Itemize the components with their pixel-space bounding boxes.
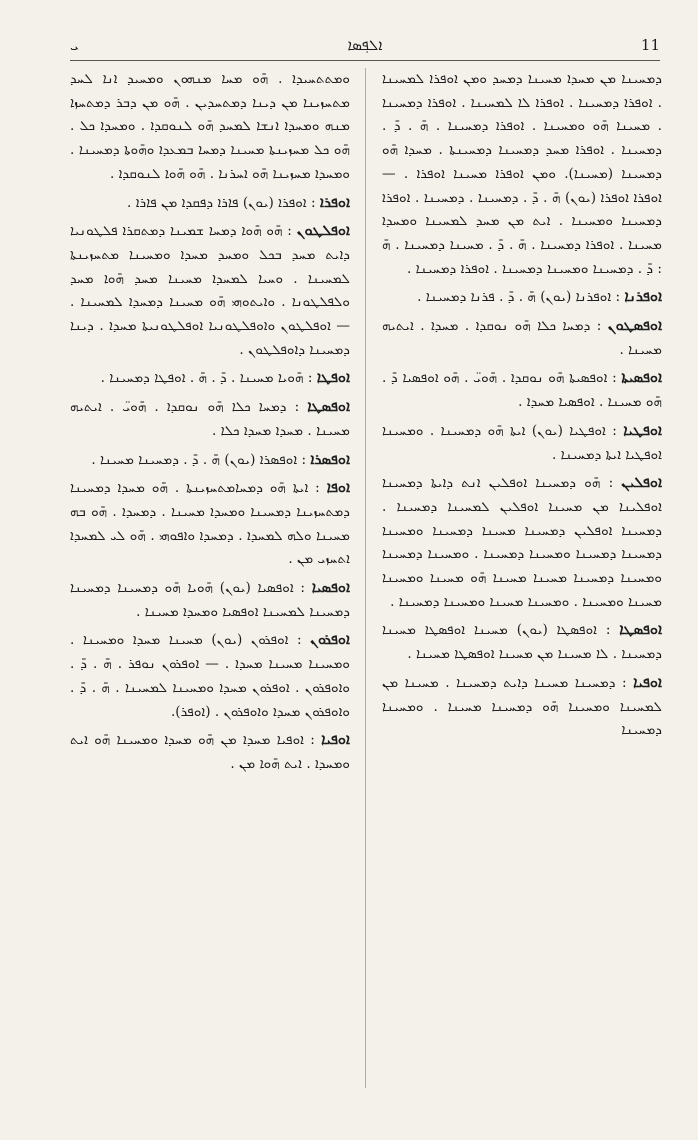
entry-text: ܗ̄ܘ ܗ̄ܘܐ ܕܡܚܐ ܫܡܝܢܐ ܕܡܬܩܪܐ ܦܠܛܘܢܝܐ ܕܐܝܬ ܡܚܕ ܒܟܠ ܘܡܚܕ ܡܚܕܐ ܘܡܚܝܢܐ ܡܬܚܙܝܢܬܐ ܠܡܚܝܢܐ . ܘܚܝܐ ܠܡܚܕܐ ܡܚܝܢܐ ܡܚܕ ܗ̄ܘܐ ܡܚܕ ܘܠܦܠܛܘܢܐ . ܘܐܝܬܘܗܝ ܗ̄ܘ ܡܚܝܢܐ ܕܡܚܕܐ ܠܡܚܝܢܐ . — ܐܘܦܠܛܘܢ ܘܐܘܦܠܛܘܢܝܐ ܐܘܦܠܛܘܢܝܬܐ ܡܚܕܐ . ܕܝܢܐ ܕܡܚܝܢܐ ܕܐܘܦܠܛܘܢ .: [70, 223, 350, 358]
dictionary-entry: ܐܘܦܠܛܘܢ : ܗ̄ܘ ܗ̄ܘܐ ܕܡܚܐ ܫܡܝܢܐ ܕܡܬܩܪܐ ܦܠܛܘܢܝܐ ܕܐܝܬ ܡܚܕ ܒܟܠ ܘܡܚܕ ܡܚܕܐ ܘܡܚܝܢܐ ܡܬܚܙܝܢܬܐ ܠܡܚܝܢܐ . ܘܚܝܐ ܠܡܚܕܐ ܡܚܝܢܐ ܡܚܕ ܗ̄ܘܐ ܡܚܕ ܘܠܦܠܛܘܢܐ . ܘܐܝܬܘܗܝ ܗ̄ܘ ܡܚܝܢܐ ܕܡܚܕܐ ܠܡܚܝܢܐ . — ܐܘܦܠܛܘܢ ܘܐܘܦܠܛܘܢܝܐ ܐܘܦܠܛܘܢܝܬܐ ܡܚܕܐ . ܕܝܢܐ ܕܡܚܝܢܐ ܕܐܘܦܠܛܘܢ .: [70, 222, 350, 358]
page-number-right: 11: [640, 36, 660, 54]
left-column: [70, 68, 350, 1108]
dictionary-entry: ܐܘܦܣܛܐ : ܐܘܦܣܛܐ (ܝܘܢ) ܡܚܝܢܐ ܐܘܦܣܛܐ ܡܚܝܢܐ ܕܡܚܝܢܐ . ܠܐ ܡܚܝܢܐ ܡܢ ܡܚܝܢܐ ܐܘܦܣܛܐ ܡܚܝܢܐ .: [382, 621, 662, 663]
dictionary-entry: ܐܘܦܝܐ : ܕܡܚܝܢܐ ܡܚܝܢܐ ܕܐܝܬ ܕܡܚܝܢܐ . ܡܚܝܢܐ ܡܢ ܠܡܚܝܢܐ ܘܡܚܝܢܐ ܗ̄ܘ ܕܡܚܝܢܐ ܡܚܝܢܐ . ܘܡܚܝܢܐ ܕܡܚܝܢܐ: [382, 673, 662, 739]
dictionary-entry: ܐܘܦܛܝܐ : ܐܘܦܛܝܐ (ܝܘܢ) ܐܝܬܐ ܗ̄ܘ ܕܡܚܝܢܐ . ܘܡܚܝܢܐ ܐܘܦܛܝܐ ܐܝܬܐ ܕܡܚܝܢܐ .: [382, 421, 662, 463]
entry-text: ܕܡܚܐ ܟܠܐ ܗ̄ܘ ܢܘܩܕܐ . ܡܚܕܐ . ܐܝܬܝܗ ܡܚܝܢܐ .: [382, 318, 662, 358]
page-number-left: ܝ: [70, 36, 79, 54]
entry-text: ܕܡܚܐ ܟܠܐ ܗ̄ܘ ܢܘܩܕܐ . ܗ̄ܘܝ̈ . ܐܝܬܝܗ ܡܚܝܢܐ . ܡܚܕܐ ܡܚܕܐ ܟܠܐ .: [70, 399, 350, 439]
dictionary-entry: ܐܘܦܣܝܐ : ܐܘܦܣܝܐ (ܝܘܢ) ܗ̄ܘܝܐ ܗ̄ܘ ܕܡܚܝܢܐ ܕܡܚܝܢܐ ܕܡܚܝܢܐ ܠܡܚܝܢܐ ܐܘܦܣܝܐ ܘܡܚܕܐ ܡܚܝܢܐ .: [70, 579, 350, 620]
column-divider: [365, 68, 366, 1088]
entry-headword: ܐܘܦܣܝܐ: [311, 579, 350, 597]
entry-headword: ܐܘܦܣܛܐ: [619, 621, 662, 639]
entry-headword: ܐܘܦܠܛܘܢ: [296, 222, 350, 240]
entry-headword: ܐܘܦܛܝܐ: [623, 421, 662, 439]
entry-text: ܗ̄ܘ ܕܡܚܝܢܐ ܐܘܦܠܝܢ ܐܢܬ ܕܐܝܬܐ ܕܡܚܝܢܐ ܐܘܦܠܝܢܐ ܡܢ ܡܚܝܢܐ ܐܘܦܠܝܢ ܠܡܚܝܢܐ ܕܡܚܝܢܐ . ܕܡܚܝܢܐ ܐܘܦܠܝܢ ܕܡܚܝܢܐ ܡܚܝܢܐ ܕܡܚܝܢܐ ܘܡܚܝܢܐ ܕܡܚܝܢܐ ܕܡܚܝܢܐ ܘܡܚܝܢܐ ܕܡܚܝܢܐ . ܘܡܚܝܢܐ ܕܡܚܝܢܐ ܘܡܚܝܢܐ ܕܡܚܝܢܐ ܡܚܝܢܐ ܡܚܝܢܐ ܗ̄ܘ ܡܚܝܢܐ ܘܡܚܝܢܐ ܡܚܝܢܐ ܘܡܚܝܢܐ . ܘܡܚܝܢܐ ܡܚܝܢܐ ܘܡܚܝܢܐ ܕܡܚܝܢܐ .: [382, 475, 662, 610]
entry-headword: ܐܘܦܛܐ: [316, 369, 350, 387]
entry-headword: ܐܘܦܣܪܐ: [310, 450, 350, 468]
header-rule: [70, 60, 660, 61]
entry-headword: ܐܘܦܪܐ: [319, 193, 350, 211]
dictionary-entry: ܐܘܦܣܪܐ : ܐܘܦܣܪܐ (ܝܘܢ) ܗ̄ . ܕ̄ . ܕܡܚܝܢܐ ܡܚܝܢܐ .: [91, 450, 350, 468]
entry-headword: ܐܘܦܝܐ: [321, 731, 350, 749]
dictionary-entry: ܐܘܦܝܐ : ܐܘܦܝܐ ܡܚܕܐ ܡܢ ܗ̄ܘ ܡܚܕܐ ܘܡܚܝܢܐ ܗ̄ܘ ܐܝܬ ܘܡܚܕܐ . ܐܝܬ ܗ̄ܘܐ ܡܢ .: [70, 731, 350, 772]
running-head: [70, 36, 660, 60]
right-column: [382, 68, 662, 1108]
entry-text: ܕܡܚܝܢܐ ܡܢ ܡܚܕܐ ܡܚܝܢܐ ܕܡܚܕ ܘܡܢ ܐܘܦܪܐ ܠܡܚܝܢܐ . ܐܘܦܪܐ ܕܡܚܝܢܐ . ܐܘܦܪܐ ܠܐ ܠܡܚܝܢܐ . ܐܘܦܪܐ ܕܡܚܝܢܐ . ܡܚܝܢܐ ܗ̄ܘ ܘܡܚܝܢܐ . ܐܘܦܪܐ ܕܡܚܝܢܐ . ܗ̄ . ܕ̄ . ܕܡܚܝܢܐ . ܐܘܦܪܐ ܡܚܕ ܕܡܚܝܢܐ ܕܡܚܝܢܬܐ . ܡܚܕܐ ܗ̄ܘ ܕܡܚܝܢܐ (ܡܚܝܢܐ). ܘܡܢ ܐܘܦܪܐ ܡܚܝܢܐ ܐܘܦܪܐ . — ܐܘܦܪܐ ܐܘܦܪܐ (ܝܘܢ) ܗ̄ . ܕ̄ . ܕܡܚܝܢܐ . ܕܡܚܝܢܐ . ܐܘܦܪܐ ܕܡܚܝܢܐ ܘܡܚܝܢܐ . ܐܝܬ ܡܢ ܡܚܕ ܠܡܚܝܢܐ ܘܡܚܕܐ ܡܚܝܢܐ . ܐܘܦܪܐ ܕܡܚܝܢܐ . ܗ̄ . ܕ̄ . ܡܚܝܢܐ ܕܡܚܝܢܐ . ܗ̄ : ܕ̄ . ܕܡܚܝܢܐ ܘܡܚܝܢܐ ܕܡܚܝܢܐ . ܐܘܦܪܐ ܕܡܚܝܢܐ .: [382, 71, 662, 277]
dictionary-entry: ܐܘܦܣܝܬܐ : ܐܘܦܣܝܬܐ ܗ̄ܘ ܢܘܩܕܐ . ܗ̄ܘܝ̈ . ܗ̄ܘ ܐܘܦܣܝܐ ܕ̄ . ܗ̄ܘ ܡܚܝܢܐ . ܐܘܦܣܝܐ ܡܚܕܐ .: [382, 369, 662, 411]
dictionary-entry: ܐܘܦܣܛܐ : ܕܡܚܐ ܟܠܐ ܗ̄ܘ ܢܘܩܕܐ . ܗ̄ܘܝ̈ . ܐܝܬܝܗ ܡܚܝܢܐ . ܡܚܕܐ ܡܚܕܐ ܟܠܐ .: [70, 398, 350, 439]
entry-text: ܐܘܦܪܘܢ (ܝܘܢ) ܡܚܝܢܐ ܡܚܕܐ ܘܡܚܝܢܐ . ܘܡܚܝܢܐ ܡܚܝܢܐ ܡܚܕܐ . — ܐܘܦܪܘܢ ܢܘܦܪ . ܗ̄ . ܕ̄ . ܘܐܘܦܪܘܢ . ܐܘܦܪܘܢ ܡܚܕܐ ܘܡܚܝܢܐ ܠܡܚܝܢܐ . ܗ̄ . ܕ̄ . ܘܐܘܦܪܘܢ ܡܚܕܐ ܘܐܘܦܪܘܢ . (ܐܘܦܪ).: [70, 632, 350, 720]
entry-text: ܘܡܬܬܚܝܕܐ . ܗ̄ܘ ܡܚܐ ܡܢܗܘܢ ܘܡܚܝܕ ܐܢܐ ܠܚܕ ܡܬܚܙܝܢܐ ܡܢ ܕܝܢܐ ܕܡܬܚܕܝܢ . ܗ̄ܘ ܡܢ ܕܒܪ ܕܡܬܚܙܐ ܡܢܗ ܘܡܚܕܐ ܐܢܫܐ ܠܡܚܕ ܗ̄ܘ ܠܢܘܩܕܐ . ܘܡܚܕܐ ܟܠ . ܗ̄ܘ ܟܠ ܡܚܙܝܢܬܐ ܡܚܝܢܐ ܕܡܚܐ ܒܡܥܕܐ ܘܗ̄ܘܬܐ ܕܡܚܝܢܐ . ܘܡܚܕܐ ܡܚܙܝܢܐ ܗ̄ܘ ܐܚܪܢܐ . ܗ̄ܘ ܗ̄ܘܐ ܠܢܘܩܕܐ .: [70, 71, 350, 182]
entry-text: ܐܘܦܛܝܐ (ܝܘܢ) ܐܝܬܐ ܗ̄ܘ ܕܡܚܝܢܐ . ܘܡܚܝܢܐ ܐܘܦܛܝܐ ܐܝܬܐ ܕܡܚܝܢܐ .: [382, 422, 662, 463]
entry-headword: ܐܘܦܣܝܬܐ: [621, 369, 662, 387]
dictionary-entry: ܐܘܦܪܢܐ : ܐܘܦܪܢܐ (ܝܘܢ) ܗ̄ . ܕ̄ . ܦܪܢܐ ܕܡܚܝܢܐ .: [417, 288, 662, 306]
dictionary-entry: ܐܘܦܣܛܘܢ : ܕܡܚܐ ܟܠܐ ܗ̄ܘ ܢܘܩܕܐ . ܡܚܕܐ . ܐܝܬܝܗ ܡܚܝܢܐ .: [382, 317, 662, 358]
entry-headword: ܐܘܦܐ: [326, 479, 350, 497]
entry-text: ܐܘܦܣܪܐ (ܝܘܢ) ܗ̄ . ܕ̄ . ܕܡܚܝܢܐ ܡܚܝܢܐ .: [91, 451, 298, 468]
entry-text: ܐܘܦܪܢܐ (ܝܘܢ) ܗ̄ . ܕ̄ . ܦܪܢܐ ܕܡܚܝܢܐ .: [417, 289, 612, 306]
entry-headword: ܐܘܦܪܢܐ: [624, 288, 662, 306]
dictionary-entry: ܐܘܦܪܐ : ܐܘܦܪܐ (ܝܘܢ) ܦܐܪܐ ܕܦܩܕܐ ܡܢ ܦܐܪܐ .: [127, 193, 350, 211]
entry-text: ܗ̄ܘܝܐ ܡܚܝܢܐ . ܕ̄ . ܗ̄ . ܐܘܦܛܐ ܕܡܚܝܢܐ .: [100, 370, 304, 387]
entry-headword: ܐܘܦܝܐ: [633, 673, 662, 691]
entry-text: ܐܝܬܐ ܗ̄ܘ ܕܡܚܐܡܬܚܙܝܢܬܐ . ܗ̄ܘ ܡܚܕܐ ܕܡܚܝܢܐ ܕܡܬܚܙܝܢܐ ܕܡܚܝܢܐ ܘܡܚܕܐ ܡܚܝܢܐ . ܕܡܚܕܐ . ܗ̄ܘ ܒܗ ܡܚܝܢܐ ܘܠܗ ܠܡܚܕܐ . ܕܡܚܕܐ ܘܐܦܘܗܝ . ܗ̄ܘ ܠܝ ܠܡܚܕܐ ܐܬܚܙܝ ܡܢ .: [70, 480, 350, 568]
entry-text: ܐܘܦܣܝܬܐ ܗ̄ܘ ܢܘܩܕܐ . ܗ̄ܘܝ̈ . ܗ̄ܘ ܐܘܦܣܝܐ ܕ̄ . ܗ̄ܘ ܡܚܝܢܐ . ܐܘܦܣܝܐ ܡܚܕܐ .: [382, 370, 662, 411]
dictionary-entry: [70, 68, 350, 187]
dictionary-entry: ܐܘܦܠܝܢ : ܗ̄ܘ ܕܡܚܝܢܐ ܐܘܦܠܝܢ ܐܢܬ ܕܐܝܬܐ ܕܡܚܝܢܐ ܐܘܦܠܝܢܐ ܡܢ ܡܚܝܢܐ ܐܘܦܠܝܢ ܠܡܚܝܢܐ ܕܡܚܝܢܐ . ܕܡܚܝܢܐ ܐܘܦܠܝܢ ܕܡܚܝܢܐ ܡܚܝܢܐ ܕܡܚܝܢܐ ܘܡܚܝܢܐ ܕܡܚܝܢܐ ܕܡܚܝܢܐ ܘܡܚܝܢܐ ܕܡܚܝܢܐ . ܘܡܚܝܢܐ ܕܡܚܝܢܐ ܘܡܚܝܢܐ ܕܡܚܝܢܐ ܡܚܝܢܐ ܡܚܝܢܐ ܗ̄ܘ ܡܚܝܢܐ ܘܡܚܝܢܐ ܡܚܝܢܐ ܘܡܚܝܢܐ . ܘܡܚܝܢܐ ܡܚܝܢܐ ܘܡܚܝܢܐ ܕܡܚܝܢܐ .: [382, 474, 662, 610]
dictionary-entry: [382, 68, 662, 281]
entry-headword: ܐܘܦܣܛܐ: [307, 398, 350, 416]
entry-text: ܐܘܦܣܝܐ (ܝܘܢ) ܗ̄ܘܝܐ ܗ̄ܘ ܕܡܚܝܢܐ ܕܡܚܝܢܐ ܕܡܚܝܢܐ ܠܡܚܝܢܐ ܐܘܦܣܝܐ ܘܡܚܕܐ ܡܚܝܢܐ .: [70, 580, 350, 620]
entry-headword: ܐܘܦܪܘܢ: [310, 631, 350, 649]
dictionary-entry: ܐܘܦܐ : ܐܝܬܐ ܗ̄ܘ ܕܡܚܐܡܬܚܙܝܢܬܐ . ܗ̄ܘ ܡܚܕܐ ܕܡܚܝܢܐ ܕܡܬܚܙܝܢܐ ܕܡܚܝܢܐ ܘܡܚܕܐ ܡܚܝܢܐ . ܕܡܚܕܐ . ܗ̄ܘ ܒܗ ܡܚܝܢܐ ܘܠܗ ܠܡܚܕܐ . ܕܡܚܕܐ ܘܐܦܘܗܝ . ܗ̄ܘ ܠܝ ܠܡܚܕܐ ܐܬܚܙܝ ܡܢ .: [70, 479, 350, 568]
dictionary-entry: ܐܘܦܛܐ : ܗ̄ܘܝܐ ܡܚܝܢܐ . ܕ̄ . ܗ̄ . ܐܘܦܛܐ ܕܡܚܝܢܐ .: [100, 369, 350, 387]
entry-headword: ܐܘܦܣܛܘܢ: [607, 317, 662, 335]
running-title: ܐܠܦ݂ܣܐ: [347, 36, 383, 54]
entry-text: ܕܡܚܝܢܐ ܡܚܝܢܐ ܕܐܝܬ ܕܡܚܝܢܐ . ܡܚܝܢܐ ܡܢ ܠܡܚܝܢܐ ܘܡܚܝܢܐ ܗ̄ܘ ܕܡܚܝܢܐ ܡܚܝܢܐ . ܘܡܚܝܢܐ ܕܡܚܝܢܐ: [382, 674, 662, 739]
dictionary-entry: ܐܘܦܪܘܢ : ܐܘܦܪܘܢ (ܝܘܢ) ܡܚܝܢܐ ܡܚܕܐ ܘܡܚܝܢܐ . ܘܡܚܝܢܐ ܡܚܝܢܐ ܡܚܕܐ . — ܐܘܦܪܘܢ ܢܘܦܪ . ܗ̄ . ܕ̄ . ܘܐܘܦܪܘܢ . ܐܘܦܪܘܢ ܡܚܕܐ ܘܡܚܝܢܐ ܠܡܚܝܢܐ . ܗ̄ . ܕ̄ . ܘܐܘܦܪܘܢ ܡܚܕܐ ܘܐܘܦܪܘܢ . (ܐܘܦܪ).: [70, 631, 350, 720]
entry-text: ܐܘܦܝܐ ܡܚܕܐ ܡܢ ܗ̄ܘ ܡܚܕܐ ܘܡܚܝܢܐ ܗ̄ܘ ܐܝܬ ܘܡܚܕܐ . ܐܝܬ ܗ̄ܘܐ ܡܢ .: [70, 732, 350, 772]
entry-text: ܐܘܦܣܛܐ (ܝܘܢ) ܡܚܝܢܐ ܐܘܦܣܛܐ ܡܚܝܢܐ ܕܡܚܝܢܐ . ܠܐ ܡܚܝܢܐ ܡܢ ܡܚܝܢܐ ܐܘܦܣܛܐ ܡܚܝܢܐ .: [382, 622, 662, 663]
entry-text: ܐܘܦܪܐ (ܝܘܢ) ܦܐܪܐ ܕܦܩܕܐ ܡܢ ܦܐܪܐ .: [127, 194, 307, 211]
entry-headword: ܐܘܦܠܝܢ: [621, 474, 662, 492]
